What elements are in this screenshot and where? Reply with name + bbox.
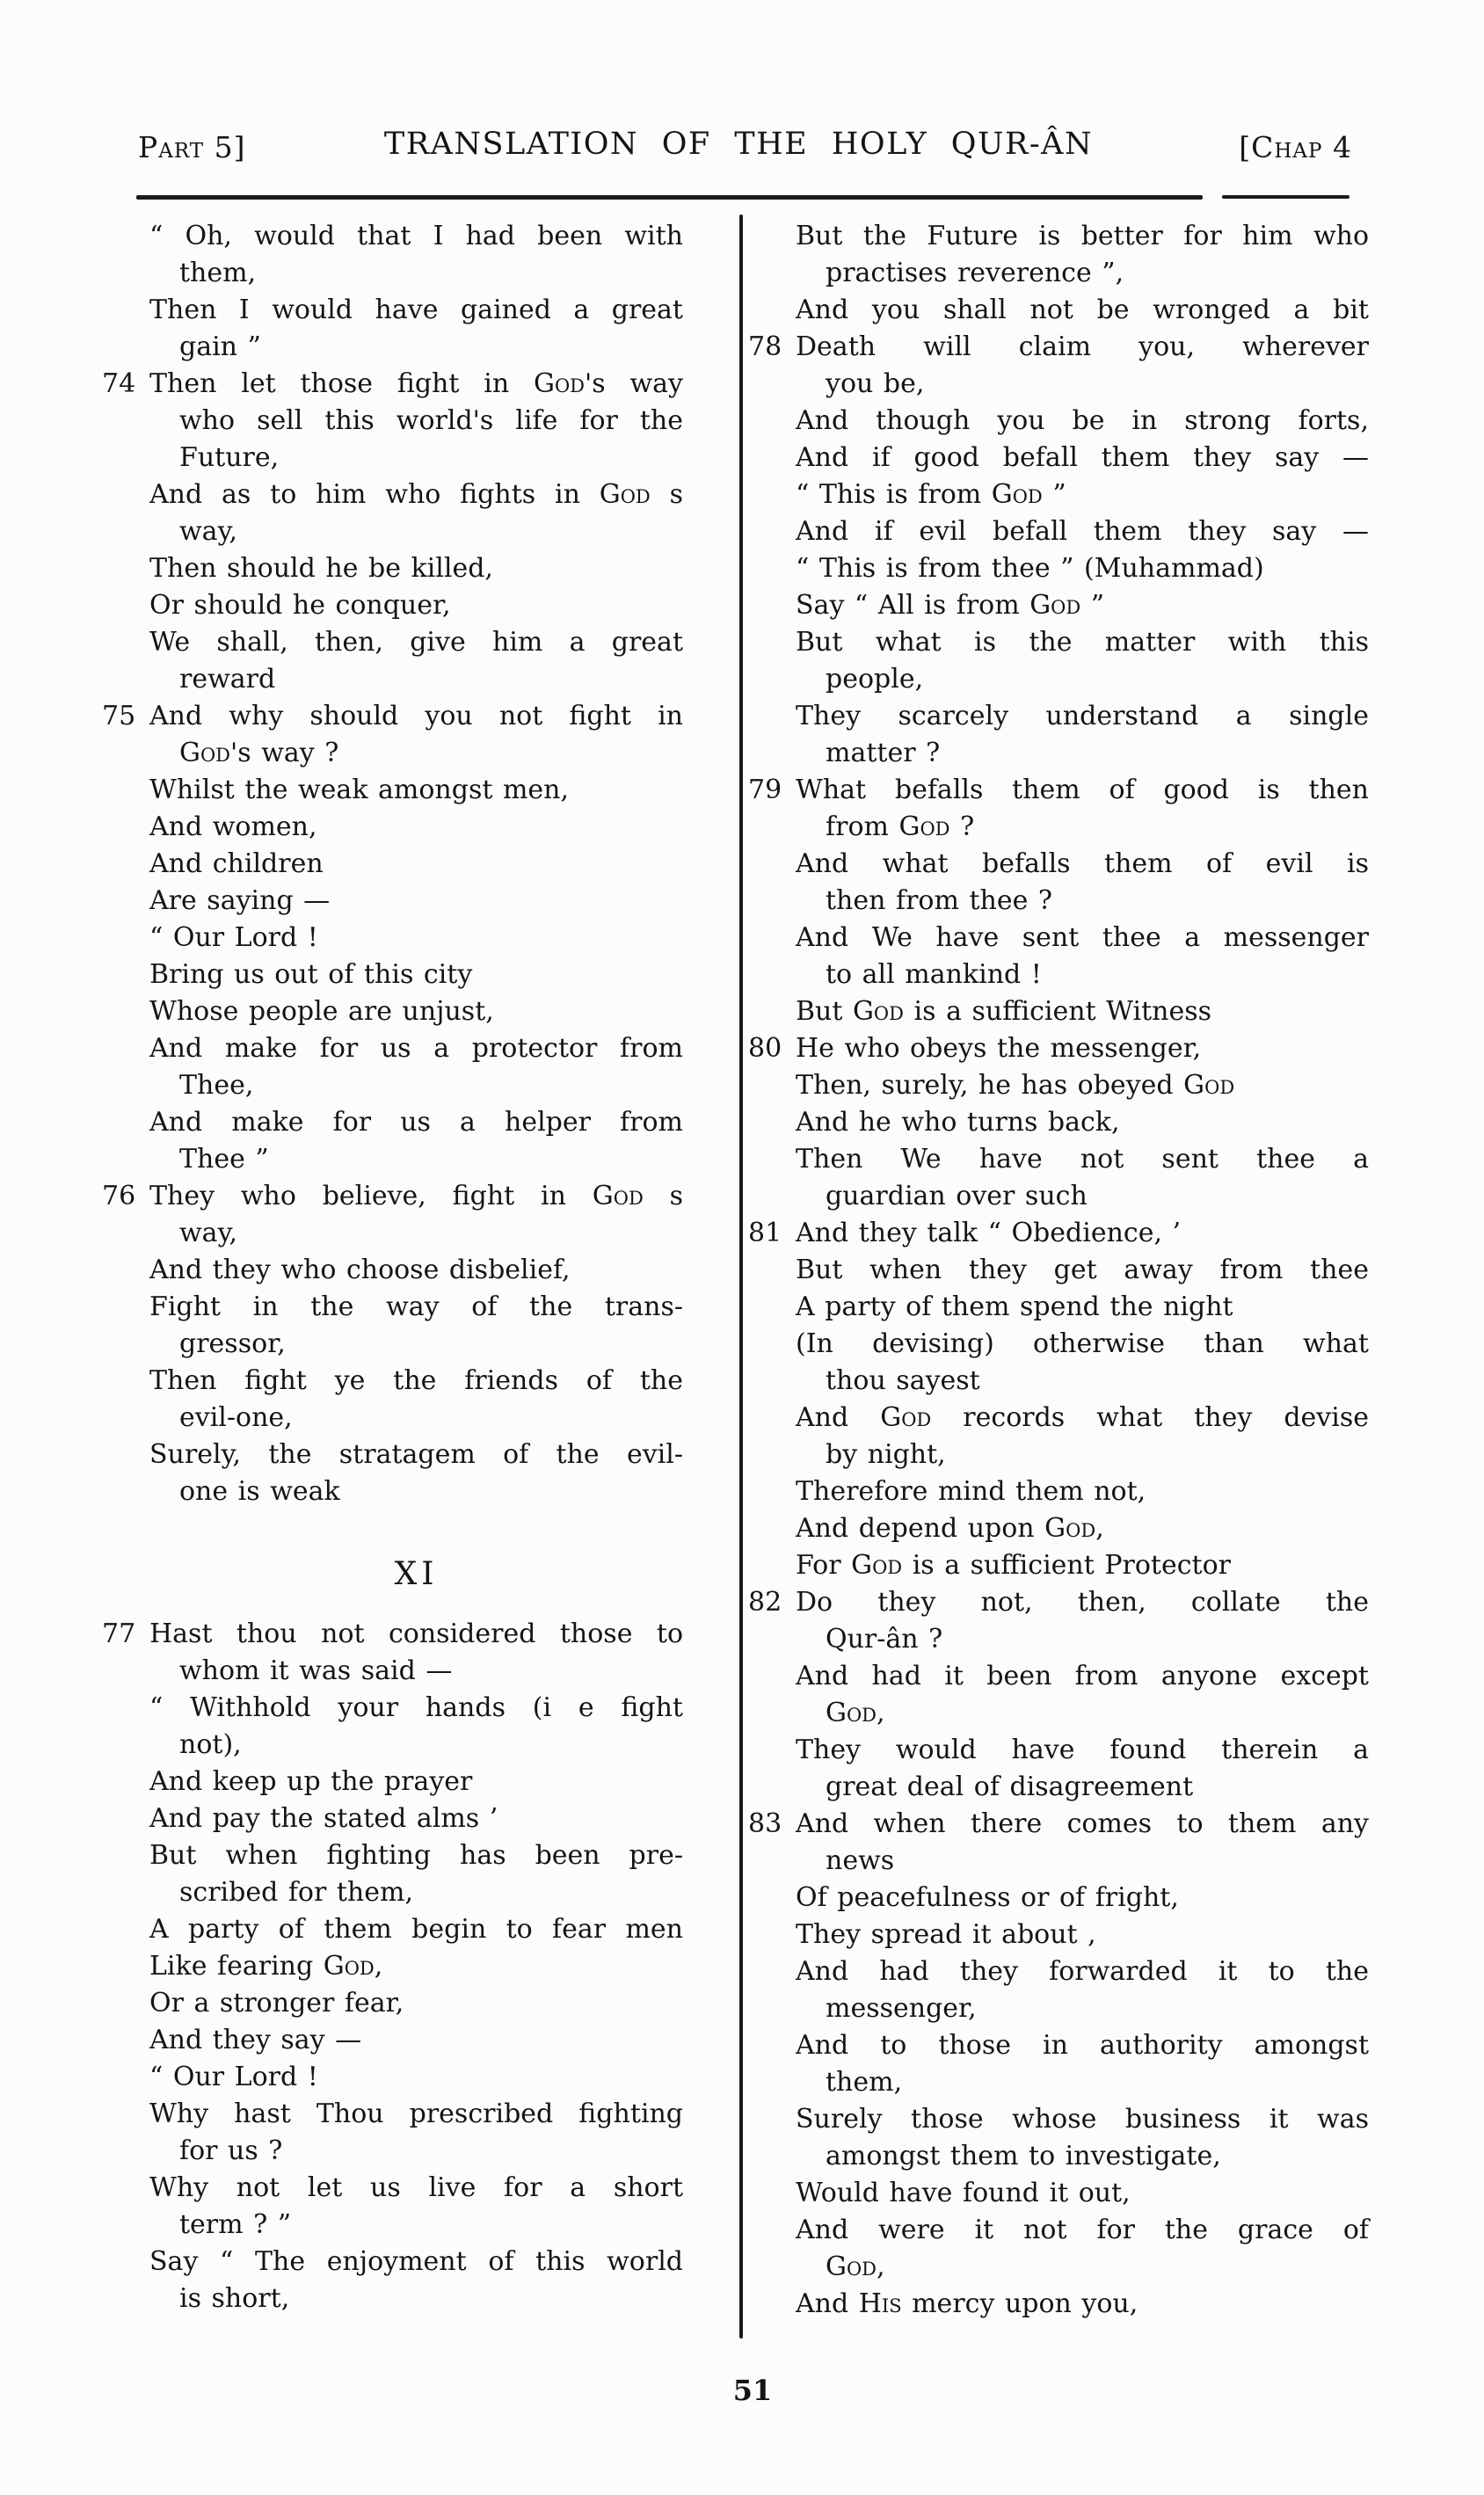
verse-line: And why should you not fight in <box>149 701 683 731</box>
verse-line: “ Withhold your hands (i e fight <box>149 1692 683 1723</box>
verse-line: guardian over such <box>826 1181 1088 1211</box>
header-rule <box>136 195 1203 200</box>
verse-line: (In devising) otherwise than what <box>796 1328 1369 1359</box>
verse-line: What befalls them of good is then <box>796 775 1369 805</box>
verse-line: Then, surely, he has obeyed God <box>796 1070 1235 1101</box>
verse-number: 82 <box>748 1587 782 1618</box>
verse <box>102 1616 683 2317</box>
verse-line: term ? ” <box>179 2209 292 2240</box>
verse-line: God, <box>826 1698 885 1728</box>
verse-line: And they who choose disbelief, <box>149 1255 571 1285</box>
verse-line: Of peacefulness or of fright, <box>796 1882 1179 1913</box>
verse-number: 76 <box>102 1181 136 1211</box>
verse-line: But what is the matter with this <box>796 627 1369 658</box>
smallcaps-word: God <box>898 811 950 842</box>
verse-line: And when there comes to them any <box>796 1808 1369 1839</box>
verse-line: way, <box>179 516 238 547</box>
smallcaps-word: God <box>1029 590 1081 621</box>
verse <box>149 218 683 366</box>
verse-line: amongst them to investigate, <box>826 2141 1221 2171</box>
smallcaps-word: God <box>851 1550 903 1581</box>
verse-line: is short, <box>179 2283 290 2314</box>
verse-line: Why hast Thou prescribed fighting <box>149 2099 683 2129</box>
verse-number: 80 <box>748 1033 782 1064</box>
verse-line: Are saying — <box>149 885 331 916</box>
verse-line: And women, <box>149 811 317 842</box>
verse-line: For God is a sufficient Protector <box>796 1550 1231 1581</box>
smallcaps-word: God <box>533 368 586 399</box>
verse-line: whom it was said — <box>179 1655 453 1686</box>
verse-line: to all mankind ! <box>826 959 1042 990</box>
verse-line: thou sayest <box>826 1365 980 1396</box>
verse-line: Surely those whose business it was <box>796 2104 1369 2135</box>
verse-line: “ This is from thee ” (Muhammad) <box>796 553 1264 584</box>
page-number: 51 <box>732 2374 773 2407</box>
verse-line: Hast thou not considered those to <box>149 1618 683 1649</box>
verse-line: And keep up the prayer <box>149 1766 473 1797</box>
verse <box>102 1178 683 1510</box>
verse-line: Do they not, then, collate the <box>796 1587 1369 1618</box>
verse-line: “ Our Lord ! <box>149 922 318 953</box>
verse <box>796 218 1369 329</box>
verse-number: 77 <box>102 1618 136 1649</box>
verse-line: A party of them begin to fear men <box>149 1914 683 1945</box>
verse-line: reward <box>179 664 276 695</box>
verse <box>748 1215 1369 1584</box>
smallcaps-word: God <box>880 1402 932 1433</box>
verse-line: Qur-ân ? <box>826 1624 943 1655</box>
verse-line: And if good befall them they say — <box>796 442 1369 473</box>
verse-line: Thee ” <box>179 1144 269 1175</box>
verse-line: Or a stronger fear, <box>149 1988 404 2019</box>
smallcaps-word: God <box>323 1951 375 1982</box>
verse-number: 81 <box>748 1218 782 1248</box>
smallcaps-word: Chap <box>1251 130 1323 164</box>
verse-line: And they say — <box>149 2025 362 2055</box>
verse-line: And were it not for the grace of <box>796 2215 1369 2245</box>
smallcaps-word: God <box>826 2251 877 2282</box>
verse-line: But the Future is better for him who <box>796 221 1369 251</box>
verse-line: Would have found it out, <box>796 2178 1131 2208</box>
verse-line: We shall, then, give him a great <box>149 627 683 658</box>
verse-line: And as to him who fights in God s <box>149 479 683 510</box>
verse <box>748 1584 1369 1806</box>
verse-line: news <box>826 1845 895 1876</box>
verse-line: Whose people are unjust, <box>149 996 494 1027</box>
verse-line: “ This is from God ” <box>796 479 1066 510</box>
verse-line: Say “ The enjoyment of this world <box>149 2246 683 2277</box>
verse-line: for us ? <box>179 2135 283 2166</box>
smallcaps-word: God <box>599 479 651 510</box>
verse-line: Then should he be killed, <box>149 553 493 584</box>
verse-line: And to those in authority amongst <box>796 2030 1369 2061</box>
verse-line: And what befalls them of evil is <box>796 848 1369 879</box>
verse-line: And if evil befall them they say — <box>796 516 1369 547</box>
left-text-column <box>102 218 683 2317</box>
verse-line: But when fighting has been pre- <box>149 1840 683 1871</box>
verse-line: They who believe, fight in God s <box>149 1181 683 1211</box>
verse-line: And His mercy upon you, <box>796 2288 1138 2319</box>
verse-line: Then let those fight in God's way <box>149 368 683 399</box>
verse-line: They would have found therein a <box>796 1735 1369 1765</box>
verse-line: from God ? <box>826 811 975 842</box>
verse-line: Fight in the way of the trans- <box>149 1291 683 1322</box>
verse-line: Thee, <box>179 1070 254 1101</box>
verse <box>102 366 683 698</box>
verse-number: 74 <box>102 368 136 399</box>
verse-line: Like fearing God, <box>149 1951 383 1982</box>
header-part-label: Part 5] <box>138 130 246 164</box>
verse-line: Death will claim you, wherever <box>796 331 1369 362</box>
verse-line: matter ? <box>826 738 941 768</box>
verse-line: you be, <box>826 368 925 399</box>
verse-line: Bring us out of this city <box>149 959 473 990</box>
header-chapter-label: [Chap 4 <box>1239 130 1352 164</box>
page-title: TRANSLATION OF THE HOLY QUR-ÂN <box>383 127 1094 162</box>
verse <box>748 329 1369 772</box>
verse-line: And depend upon God, <box>796 1513 1104 1544</box>
verse-line: them, <box>826 2067 903 2098</box>
verse-line: great deal of disagreement <box>826 1771 1194 1802</box>
verse-line: people, <box>826 664 924 695</box>
verse-line: And you shall not be wronged a bit <box>796 295 1369 325</box>
verse-line: But when they get away from thee <box>796 1255 1369 1285</box>
verse-line: And they talk “ Obedience, ’ <box>796 1218 1182 1248</box>
verse-line: Then fight ye the friends of the <box>149 1365 683 1396</box>
verse-line: He who obeys the messenger, <box>796 1033 1202 1064</box>
verse-line: Future, <box>179 442 280 473</box>
verse-line: And though you be in strong forts, <box>796 405 1369 436</box>
smallcaps-word: God <box>826 1698 877 1728</box>
verse-line: But God is a sufficient Witness <box>796 996 1211 1027</box>
smallcaps-word: God <box>991 479 1043 510</box>
verse-line: them, <box>179 258 257 288</box>
header-rule-short-segment <box>1222 195 1349 199</box>
verse-line: And had they forwarded it to the <box>796 1956 1369 1987</box>
smallcaps-word: God <box>1044 1513 1096 1544</box>
verse <box>748 1806 1369 2323</box>
verse <box>748 772 1369 1030</box>
verse-line: Say “ All is from God ” <box>796 590 1105 621</box>
verse-line: They scarcely understand a single <box>796 701 1369 731</box>
verse-line: one is weak <box>179 1476 340 1507</box>
smallcaps-word: God <box>1183 1070 1235 1101</box>
verse-line: evil-one, <box>179 1402 293 1433</box>
verse <box>748 1030 1369 1215</box>
verse-line: Then I would have gained a great <box>149 295 683 325</box>
verse-line: by night, <box>826 1439 946 1470</box>
verse-line: way, <box>179 1218 238 1248</box>
verse-line: scribed for them, <box>179 1877 413 1908</box>
verse-line: who sell this world's life for the <box>179 405 683 436</box>
verse-line: “ Our Lord ! <box>149 2062 318 2092</box>
smallcaps-word: God <box>592 1181 644 1211</box>
verse-line: And God records what they devise <box>796 1402 1369 1433</box>
verse-line: They spread it about , <box>796 1919 1096 1950</box>
verse-number: 78 <box>748 331 782 362</box>
verse-line: And he who turns back, <box>796 1107 1120 1138</box>
verse-line: God's way ? <box>179 738 339 768</box>
verse-line: And We have sent thee a messenger <box>796 922 1369 953</box>
verse-line: practises reverence ”, <box>826 258 1124 288</box>
verse-line: messenger, <box>826 1993 977 2024</box>
verse-line: Whilst the weak amongst men, <box>149 775 569 805</box>
verse-line: God, <box>826 2251 885 2282</box>
smallcaps-word: God <box>852 996 904 1027</box>
section-heading: XI <box>394 1556 439 1592</box>
verse-line: A party of them spend the night <box>796 1291 1233 1322</box>
smallcaps-word: His <box>858 2288 902 2319</box>
verse-line: Why not let us live for a short <box>149 2172 683 2203</box>
verse-number: 79 <box>748 775 782 805</box>
verse-line: Or should he conquer, <box>149 590 451 621</box>
verse-line: gressor, <box>179 1328 286 1359</box>
verse-number: 75 <box>102 701 136 731</box>
verse-line: And children <box>149 848 324 879</box>
verse-line: then from thee ? <box>826 885 1052 916</box>
verse-line: And make for us a protector from <box>149 1033 683 1064</box>
verse-line: “ Oh, would that I had been with <box>149 221 683 251</box>
verse-number: 83 <box>748 1808 782 1839</box>
verse-line: Surely, the stratagem of the evil- <box>149 1439 683 1470</box>
verse-line: Then We have not sent thee a <box>796 1144 1369 1175</box>
verse-line: And pay the stated alms ’ <box>149 1803 498 1834</box>
verse-line: gain ” <box>179 331 261 362</box>
smallcaps-word: Part <box>138 130 205 164</box>
smallcaps-word: God <box>179 738 231 768</box>
verse-line: And had it been from anyone except <box>796 1661 1369 1691</box>
column-divider-rule <box>739 215 743 2339</box>
verse-line: Therefore mind them not, <box>796 1476 1146 1507</box>
verse <box>102 698 683 1178</box>
verse-line: not), <box>179 1729 242 1760</box>
right-text-column <box>748 218 1369 2323</box>
verse-line: And make for us a helper from <box>149 1107 683 1138</box>
